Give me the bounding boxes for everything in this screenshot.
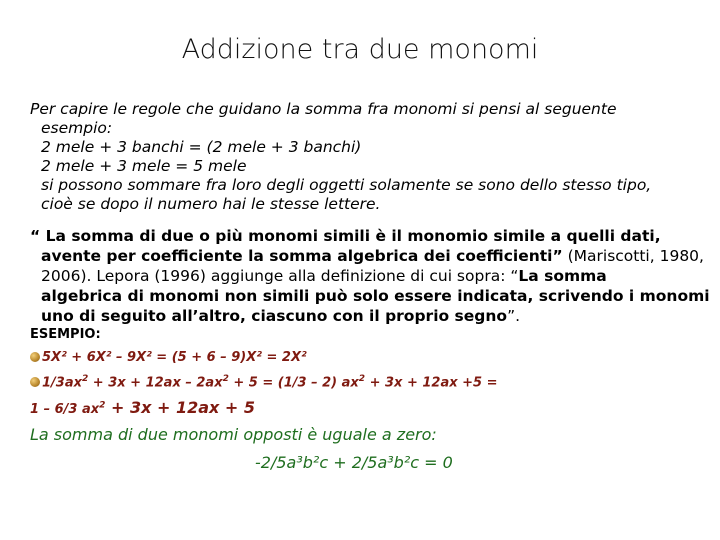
quote-line: uno di seguito all’altro, ciascuno con il proprio segno”. — [41, 307, 521, 325]
quote-line: avente per coefficiente la somma algebrica dei coefficienti” (Mariscotti, 1980, — [41, 247, 704, 265]
conclusion-formula: -2/5a³b²c + 2/5a³b²c = 0 — [255, 453, 453, 472]
intro-line: 2 mele + 3 mele = 5 mele — [41, 157, 247, 175]
definition-quote — [30, 226, 710, 326]
example-line-3: 1 – 6/3 $ax^2 + 3x + 12ax + 5$ — [30, 398, 255, 417]
intro-paragraph — [30, 100, 700, 214]
quote-line: 2006). Lepora (1996) aggiunge alla definizione di cui sopra: “La somma — [41, 267, 607, 285]
bullet-icon — [30, 352, 40, 362]
slide-title: Addizione tra due monomi — [181, 34, 539, 65]
intro-line: si possono sommare fra loro degli oggetti solamente se sono dello stesso tipo, — [41, 176, 652, 194]
intro-line: cioè se dopo il numero hai le stesse lettere. — [41, 195, 381, 213]
bullet-icon — [30, 377, 40, 387]
conclusion-text: La somma di due monomi opposti è uguale a zero: — [30, 425, 437, 444]
intro-line: esempio: — [41, 119, 113, 137]
quote-line: algebrica di monomi non simili può solo essere indicata, scrivendo i monomi — [41, 287, 710, 305]
example-label: ESEMPIO: — [30, 327, 101, 342]
example-line-1: 5X² + 6X² – 9X² = (5 + 6 – 9)X² = 2X² — [30, 350, 307, 365]
example-line-2: $1/3ax^2 + 3x + 12ax - 2ax^2 + 5 = (1/3 - 2) ax^2 + 3x + 12ax +5$ = — [30, 374, 498, 390]
intro-line: 2 mele + 3 banchi = (2 mele + 3 banchi) — [41, 138, 362, 156]
quote-line: “ La somma di due o più monomi simili è il monomio simile a quelli dati, — [30, 227, 661, 245]
intro-line: Per capire le regole che guidano la somma fra monomi si pensi al seguente — [30, 100, 617, 118]
